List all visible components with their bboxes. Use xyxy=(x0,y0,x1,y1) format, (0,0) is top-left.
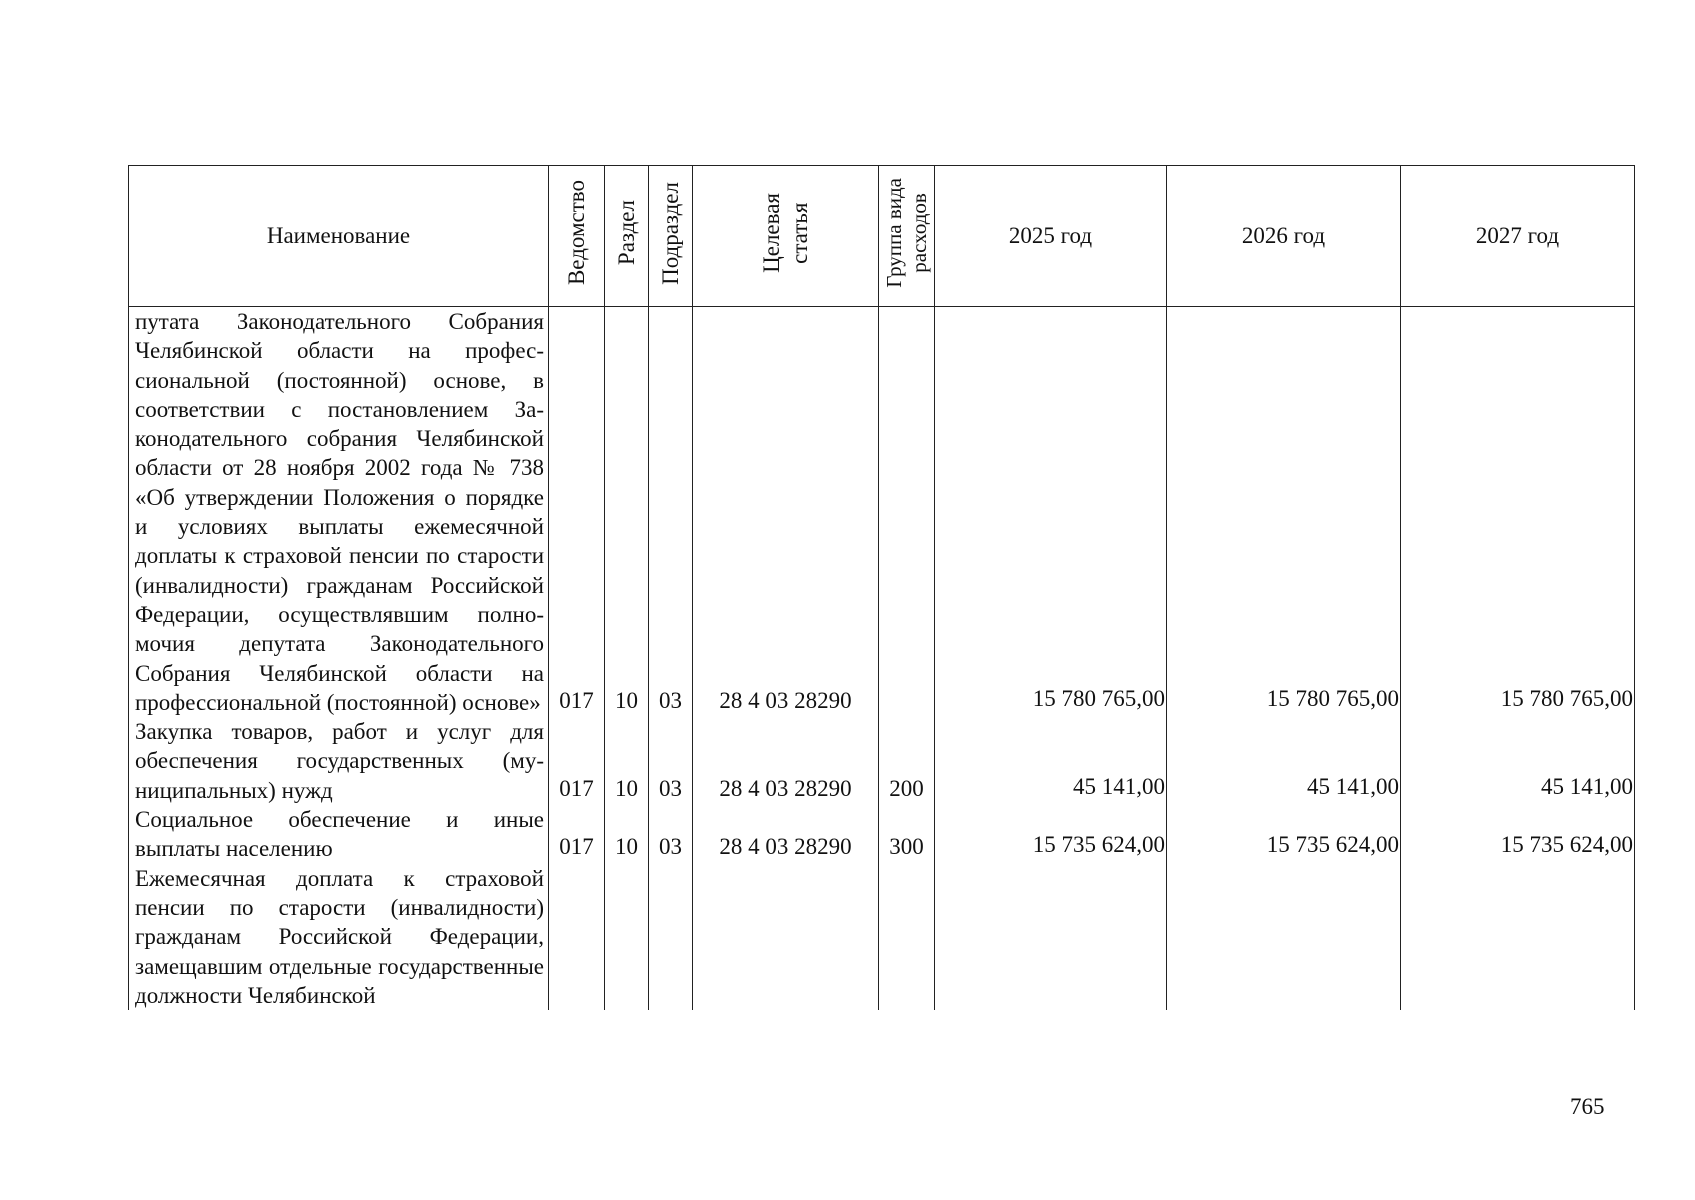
table-row xyxy=(129,307,1635,718)
row-target-article: 28 4 03 28290 xyxy=(693,307,879,718)
row-name: Ежемесячная доплата к страховой пенсии по старости (инвалидности) гражданам Российской Федерации, замещавшим отдельные государственные должности Челябинской xyxy=(129,864,549,1010)
row-2026: 15 780 765,00 xyxy=(1167,307,1401,718)
header-name: Наименование xyxy=(129,166,549,307)
row-2027: 15 780 765,00 xyxy=(1401,307,1635,718)
table-row xyxy=(129,864,1635,1010)
table-row xyxy=(129,717,1635,805)
table-row xyxy=(129,805,1635,864)
row-name: Закупка товаров, работ и услуг для обеспечения государственных (муниципальных) нужд xyxy=(129,717,549,805)
row-department: 017 xyxy=(549,805,605,864)
row-target-article: 28 4 03 28290 xyxy=(693,805,879,864)
row-department: 017 xyxy=(549,307,605,718)
header-expense-group: Группа вида расходов xyxy=(879,166,935,307)
row-section: 10 xyxy=(605,717,649,805)
row-department: 017 xyxy=(549,717,605,805)
row-section: 10 xyxy=(605,307,649,718)
row-section: 10 xyxy=(605,805,649,864)
row-2027: 15 735 624,00 xyxy=(1401,805,1635,864)
row-expense-group: 300 xyxy=(879,805,935,864)
row-subsection xyxy=(649,864,693,1010)
header-2025: 2025 год xyxy=(935,166,1167,307)
row-2025 xyxy=(935,864,1167,1010)
row-2027 xyxy=(1401,864,1635,1010)
header-target-article: Целевая статья xyxy=(693,166,879,307)
header-subsection: Подраздел xyxy=(649,166,693,307)
row-expense-group xyxy=(879,307,935,718)
budget-table xyxy=(128,165,1635,1010)
header-department: Ведомство xyxy=(549,166,605,307)
page-number: 765 xyxy=(1570,1094,1605,1119)
header-row xyxy=(129,166,1635,307)
row-expense-group xyxy=(879,864,935,1010)
row-subsection: 03 xyxy=(649,307,693,718)
header-2027: 2027 год xyxy=(1401,166,1635,307)
row-2025: 15 735 624,00 xyxy=(935,805,1167,864)
row-subsection: 03 xyxy=(649,805,693,864)
header-2026: 2026 год xyxy=(1167,166,1401,307)
row-department xyxy=(549,864,605,1010)
row-subsection: 03 xyxy=(649,717,693,805)
row-2026 xyxy=(1167,864,1401,1010)
row-2027: 45 141,00 xyxy=(1401,717,1635,805)
row-expense-group: 200 xyxy=(879,717,935,805)
row-target-article xyxy=(693,864,879,1010)
row-name: путата Законодательного Собрания Челябинской области на профессиональной (постоянной) основе, в соответствии с постановлением Законодательного собрания Челябинской области от 28 ноября 2002 года № 738 «Об утверждении Положения о порядке и условиях выплаты ежемесячной доплаты к страховой пенсии по старости (инвалидности) гражданам Российской Федерации, осуществлявшим полномочия депутата Законодательного Собрания Челябинской области на профессиональной (постоянной) основе» xyxy=(129,307,549,718)
row-2025: 45 141,00 xyxy=(935,717,1167,805)
row-2026: 15 735 624,00 xyxy=(1167,805,1401,864)
row-2025: 15 780 765,00 xyxy=(935,307,1167,718)
row-section xyxy=(605,864,649,1010)
row-2026: 45 141,00 xyxy=(1167,717,1401,805)
row-target-article: 28 4 03 28290 xyxy=(693,717,879,805)
header-section: Раздел xyxy=(605,166,649,307)
row-name: Социальное обеспечение и иные выплаты населению xyxy=(129,805,549,864)
